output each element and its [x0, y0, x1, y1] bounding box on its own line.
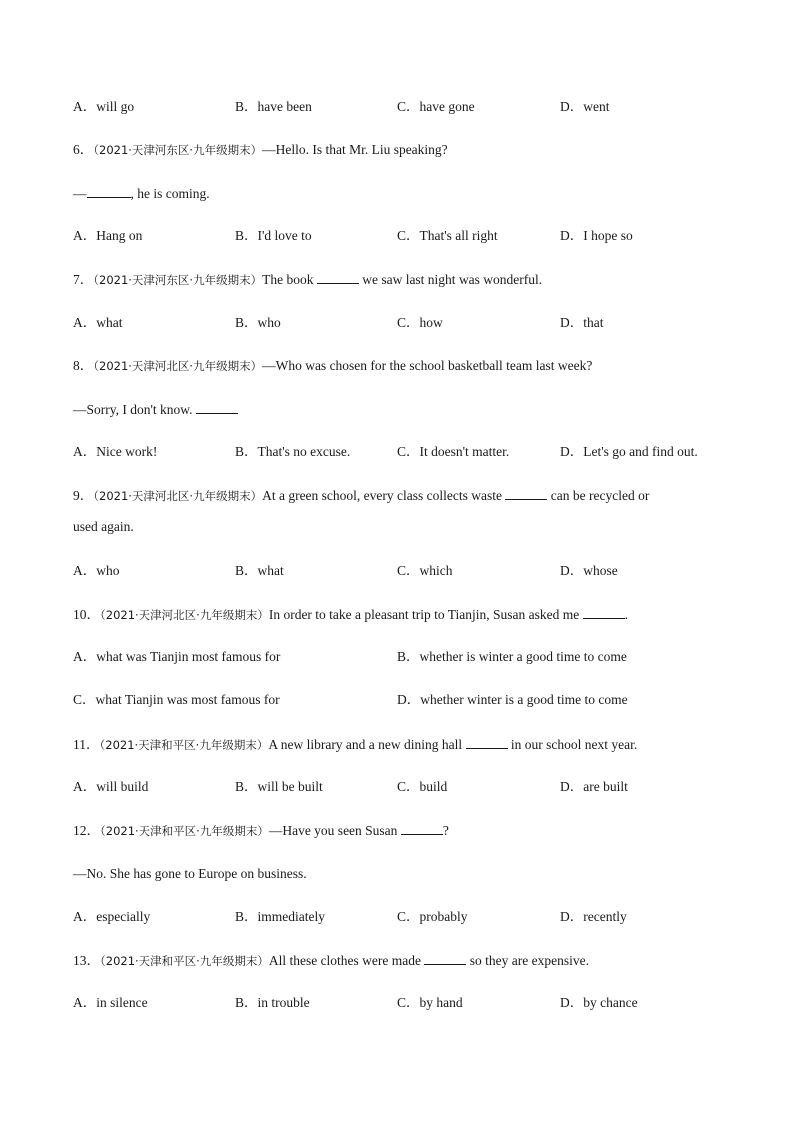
q8-option-a: A．Nice work! [73, 444, 158, 459]
q7-option-b: B．who [235, 315, 281, 330]
q10-option-c: C．what Tianjin was most famous for [73, 692, 280, 707]
q9-option-c: C．which [397, 563, 453, 578]
q13-option-d: D．by chance [560, 995, 638, 1010]
q11-text-post: in our school next year. [507, 737, 638, 752]
q13-option-b: B．in trouble [235, 995, 310, 1010]
q7-source: （2021·天津河东区·九年级期末） [93, 273, 263, 287]
q11-blank [466, 735, 508, 749]
q6-line2-pre: — [73, 186, 87, 201]
q10-text-post: . [624, 607, 629, 622]
q6-option-a: A．Hang on [73, 228, 143, 243]
q9-line2: used again. [73, 519, 134, 534]
q6-source: （2021·天津河东区·九年级期末） [93, 143, 263, 157]
q11-text-pre: A new library and a new dining hall [268, 737, 466, 752]
q5-option-a: A．will go [73, 99, 135, 114]
q9-option-a: A．who [73, 563, 120, 578]
q7-stem [73, 270, 542, 289]
q9-source: （2021·天津河北区·九年级期末） [93, 489, 263, 503]
q8-option-b: B．That's no excuse. [235, 444, 351, 459]
q9-text-post: can be recycled or [547, 488, 650, 503]
q9-option-b: B．what [235, 563, 284, 578]
q8-line2-pre: —Sorry, I don't know. [73, 402, 196, 417]
q10-stem [73, 605, 628, 624]
q9-blank [505, 486, 547, 500]
q12-source: （2021·天津和平区·九年级期末） [100, 824, 269, 838]
q7-text-pre: The book [262, 272, 317, 287]
q8-blank [196, 400, 238, 414]
q5-option-c: C．have gone [397, 99, 475, 114]
q8-source: （2021·天津河北区·九年级期末） [93, 359, 263, 373]
q12-number: 12． [73, 823, 100, 838]
q10-option-a: A．what was Tianjin most famous for [73, 649, 281, 664]
q12-text-pre: —Have you seen Susan [268, 823, 401, 838]
q13-text-pre: All these clothes were made [268, 953, 425, 968]
q7-option-a: A．what [73, 315, 123, 330]
q11-option-d: D．are built [560, 779, 628, 794]
q12-blank [401, 821, 443, 835]
q12-text-post: ? [442, 823, 449, 838]
q10-source: （2021·天津河北区·九年级期末） [100, 608, 269, 622]
q13-option-a: A．in silence [73, 995, 148, 1010]
q9-text-pre: At a green school, every class collects waste [262, 488, 506, 503]
q8-stem [73, 357, 592, 375]
q12-option-d: D．recently [560, 909, 627, 924]
q11-source: （2021·天津和平区·九年级期末） [99, 738, 269, 752]
q9-stem [73, 486, 649, 505]
q12-option-c: C．probably [397, 909, 468, 924]
q10-option-d: D．whether winter is a good time to come [397, 692, 628, 707]
q6-option-d: D．I hope so [560, 228, 633, 243]
q12-option-a: A．especially [73, 909, 151, 924]
q12-line2: —No. She has gone to Europe on business. [73, 866, 307, 881]
q12-option-b: B．immediately [235, 909, 325, 924]
q7-option-d: D．that [560, 315, 604, 330]
q13-stem [73, 951, 589, 970]
q8-number: 8． [73, 358, 94, 373]
q12-stem [73, 821, 449, 840]
q9-number: 9． [73, 488, 94, 503]
q10-option-b: B．whether is winter a good time to come [397, 649, 627, 664]
q5-option-d: D．went [560, 99, 610, 114]
q6-line2 [73, 184, 210, 203]
q8-option-d: D．Let's go and find out. [560, 444, 698, 459]
q8-line2 [73, 400, 238, 419]
q10-number: 10． [73, 607, 100, 622]
q11-number: 11． [73, 737, 100, 752]
q11-option-c: C．build [397, 779, 448, 794]
q8-option-c: C．It doesn't matter. [397, 444, 510, 459]
q7-text-post: we saw last night was wonderful. [358, 272, 543, 287]
q13-text-post: so they are expensive. [466, 953, 589, 968]
q11-option-a: A．will build [73, 779, 149, 794]
q7-number: 7． [73, 272, 94, 287]
q6-stem [73, 141, 448, 159]
q13-option-c: C．by hand [397, 995, 463, 1010]
q8-text: —Who was chosen for the school basketball team last week? [262, 358, 593, 373]
q6-number: 6． [73, 142, 94, 157]
q13-source: （2021·天津和平区·九年级期末） [100, 954, 269, 968]
q13-blank [424, 951, 466, 965]
q6-option-b: B．I'd love to [235, 228, 312, 243]
q6-line2-post: , he is coming. [130, 186, 210, 201]
q5-option-b: B．have been [235, 99, 312, 114]
q7-blank [317, 270, 359, 284]
q9-option-d: D．whose [560, 563, 618, 578]
q6-blank [87, 184, 131, 198]
q6-text: —Hello. Is that Mr. Liu speaking? [262, 142, 448, 157]
q11-stem [73, 735, 637, 754]
q10-text-pre: In order to take a pleasant trip to Tianjin, Susan asked me [268, 607, 583, 622]
q6-option-c: C．That's all right [397, 228, 498, 243]
q11-option-b: B．will be built [235, 779, 323, 794]
q13-number: 13． [73, 953, 100, 968]
q7-option-c: C．how [397, 315, 443, 330]
q10-blank [583, 605, 625, 619]
